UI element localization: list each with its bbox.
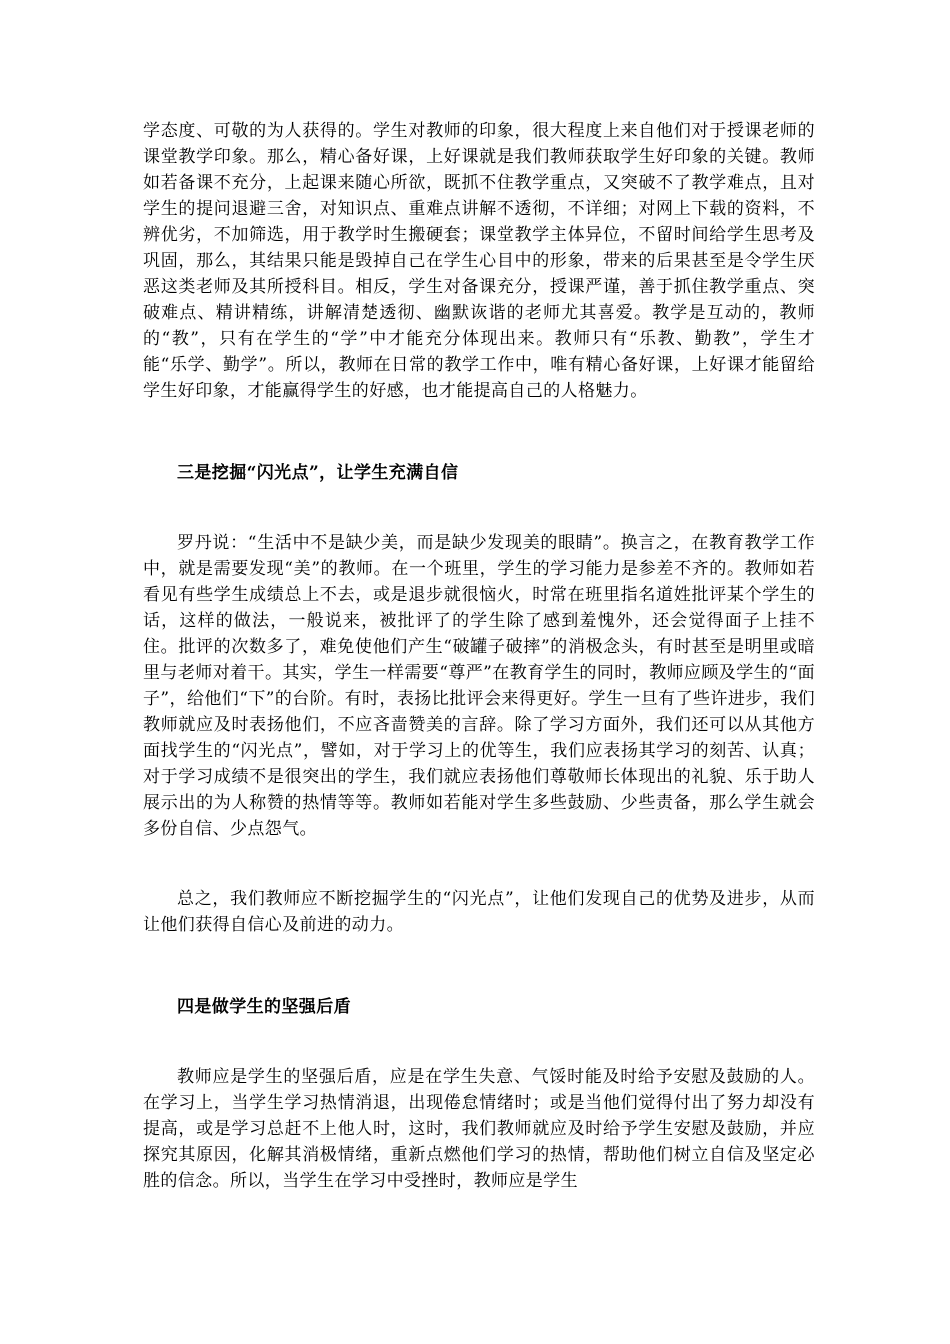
document-page xyxy=(143,118,815,1194)
spacer xyxy=(143,842,815,886)
heading-section-three: 三是挖掘“闪光点”，让学生充满自信 xyxy=(177,463,459,483)
spacer xyxy=(143,404,815,460)
spacer xyxy=(143,1020,815,1064)
spacer xyxy=(143,486,815,530)
paragraph-lesson-preparation: 学态度、可敬的为人获得的。学生对教师的印象，很大程度上来自他们对于授课老师的课堂教学印象。那么，精心备好课，上好课就是我们教师获取学生好印象的关键。教师如若备课不充分，上起课来随心所欲，既抓不住教学重点，又突破不了教学难点，且对学生的提问退避三舍，对知识点、重难点讲解不透彻，不详细；对网上下载的资料，不辨优劣，不加筛选，用于教学时生搬硬套；课堂教学主体异位，不留时间给学生思考及巩固，那么，其结果只能是毁掉自己在学生心目中的形象，带来的后果甚至是令学生厌恶这类老师及其所授科目。相反，学生对备课充分，授课严谨，善于抓住教学重点、突破难点、精讲精练，讲解清楚透彻、幽默诙谐的老师尤其喜爱。教学是互动的，教师的“教”，只有在学生的“学”中才能充分体现出来。教师只有“乐教、勤教”，学生才能“乐学、勤学”。所以，教师在日常的教学工作中，唯有精心备好课，上好课才能留给学生好印象，才能赢得学生的好感，也才能提高自己的人格魅力。 xyxy=(143,121,815,401)
paragraph-find-shining-points: 罗丹说：“生活中不是缺少美，而是缺少发现美的眼睛”。换言之，在教育教学工作中，就是需要发现“美”的教师。在一个班里，学生的学习能力是参差不齐的。教师如若看见有些学生成绩总上不去，或是退步就很恼火，时常在班里指名道姓批评某个学生的话，这样的做法，一般说来，被批评了的学生除了感到羞愧外，还会觉得面子上挂不住。批评的次数多了，难免使他们产生“破罐子破摔”的消极念头，有时甚至是明里或暗里与老师对着干。其实，学生一样需要“尊严”在教育学生的同时，教师应顾及学生的“面子”，给他们“下”的台阶。有时，表扬比批评会来得更好。学生一旦有了些许进步，我们教师就应及时表扬他们，不应吝啬赞美的言辞。除了学习方面外，我们还可以从其他方面找学生的“闪光点”，譬如，对于学习上的优等生，我们应表扬其学习的刻苦、认真；对于学习成绩不是很突出的学生，我们就应表扬他们尊敬师长体现出的礼貌、乐于助人展示出的为人称赞的热情等等。教师如若能对学生多些鼓励、少些责备，那么学生就会多份自信、少点怨气。 xyxy=(143,533,815,839)
paragraph-strong-backing: 教师应是学生的坚强后盾，应是在学生失意、气馁时能及时给予安慰及鼓励的人。在学习上，当学生学习热情消退，出现倦怠情绪时；或是当他们觉得付出了努力却没有提高，或是学习总赶不上他人时，这时，我们教师就应及时给予学生安慰及鼓励，并应探究其原因，化解其消极情绪，重新点燃他们学习的热情，帮助他们树立自信及坚定必胜的信念。所以，当学生在学习中受挫时，教师应是学生 xyxy=(143,1067,815,1191)
paragraph-summary: 总之，我们教师应不断挖掘学生的“闪光点”，让他们发现自己的优势及进步，从而让他们获得自信心及前进的动力。 xyxy=(143,889,815,935)
spacer xyxy=(143,938,815,994)
heading-section-four: 四是做学生的坚强后盾 xyxy=(177,997,351,1017)
